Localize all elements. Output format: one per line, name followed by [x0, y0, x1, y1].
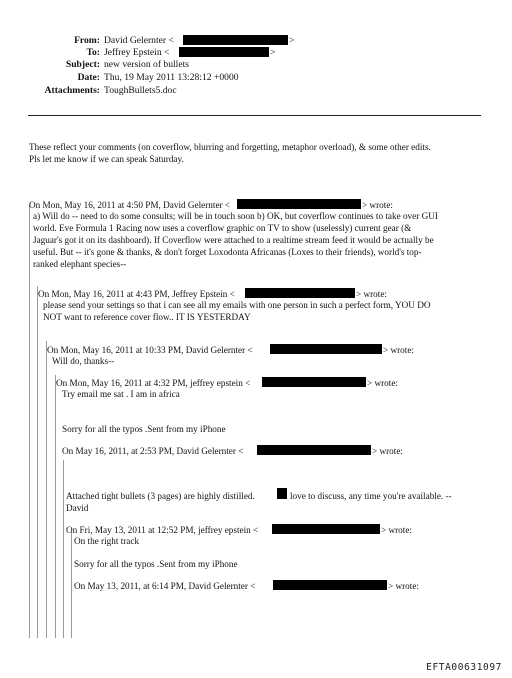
subject-row: [0, 59, 400, 71]
signature-line: Sorry for all the typos .Sent from my iPhone: [62, 424, 226, 434]
quote-line: world. Eve Formula 1 Racing now uses a coverflow graphic on TV to show (uselessly) current gear (&: [33, 223, 412, 233]
quote-header: On Mon, May 16, 2011 at 4:43 PM, Jeffrey Epstein <: [38, 289, 235, 299]
quote-header: On Fri, May 13, 2011 at 12:52 PM, jeffrey epstein <: [66, 525, 259, 535]
quote-line: useful. But -- it's gone & thanks, & don't forget Loxodonta Africanas (Loxes to their friends), world's top-: [33, 247, 422, 257]
subject-label: Subject:: [65, 59, 100, 70]
quote-header-suffix: > wrote:: [372, 446, 403, 456]
redaction-box: [272, 524, 380, 534]
redaction-box: [257, 445, 371, 455]
quote-header-suffix: > wrote:: [356, 289, 387, 299]
redaction-box: [270, 344, 382, 354]
document-id: EFTA00631097: [426, 662, 502, 673]
subject-value: new version of bullets: [104, 59, 189, 70]
to-value: Jeffrey Epstein <: [104, 47, 170, 58]
quote-line: a) Will do -- need to do some consults; will be in touch soon b) OK, but coverflow continues to take over GUI: [33, 211, 438, 221]
quote-bar-level-4: [55, 375, 56, 638]
redaction-box: [277, 488, 287, 499]
quote-bar-level-2: [37, 286, 38, 638]
quote-line: Try email me sat . I am in africa: [62, 389, 180, 399]
redaction-box: [262, 377, 366, 387]
quote-header-suffix: > wrote:: [362, 200, 393, 210]
quote-header: On May 13, 2011, at 6:14 PM, David Gelernter <: [74, 581, 256, 591]
to-label: To:: [86, 47, 100, 58]
quote-bar-level-5: [63, 460, 64, 638]
quote-line: Attached tight bullets (3 pages) are highly distilled.: [66, 491, 255, 501]
quote-header-suffix: > wrote:: [367, 378, 398, 388]
quote-line: NOT want to reference cover flow.. IT IS YESTERDAY: [43, 312, 251, 322]
quote-line: Will do, thanks--: [52, 356, 115, 366]
from-value: David Gelernter <: [104, 35, 174, 46]
date-value: Thu, 19 May 2011 13:28:12 +0000: [104, 72, 239, 83]
date-label: Date:: [77, 72, 100, 83]
attachments-label: Attachments:: [44, 85, 100, 96]
body-line-1: These reflect your comments (on coverflow, blurring and forgetting, metaphor overload), & some other edits.: [29, 142, 431, 152]
redaction-box: [245, 288, 355, 298]
redaction-box: [179, 47, 269, 57]
attachments-row: [0, 85, 400, 97]
quote-header-suffix: > wrote:: [383, 345, 414, 355]
signature-line: Sorry for all the typos .Sent from my iPhone: [74, 559, 238, 569]
quote-header: On Mon, May 16, 2011 at 4:32 PM, jeffrey epstein <: [56, 378, 251, 388]
from-label: From:: [74, 35, 100, 46]
header-divider: [28, 115, 481, 116]
quote-header-suffix: > wrote:: [381, 525, 412, 535]
quote-line: Jaguar's got it on its dashboard). If Coverflow were attached to a realtime stream feed it would be actually be: [33, 235, 434, 245]
close-bracket: >: [289, 35, 295, 46]
redaction-box: [237, 199, 361, 209]
quote-header-suffix: > wrote:: [388, 581, 419, 591]
quote-line: On the right track: [74, 536, 140, 546]
quote-bar-level-6: [71, 532, 72, 638]
redaction-box: [183, 35, 288, 45]
quote-line: ranked elephant species--: [33, 259, 127, 269]
quote-bar-level-3: [46, 341, 47, 638]
body-line-2: Pls let me know if we can speak Saturday.: [29, 154, 184, 164]
quote-line: please send your settings so that i can see all my emails with one person in such a perfect form, YOU DO: [43, 300, 431, 310]
quote-header: On Mon, May 16, 2011 at 4:50 PM, David Gelernter <: [29, 200, 231, 210]
quote-header: On Mon, May 16, 2011 at 10:33 PM, David Gelernter <: [47, 345, 253, 355]
date-row: [0, 72, 400, 84]
quote-bar-level-1: [29, 205, 30, 638]
signature-name: David: [66, 503, 89, 513]
quote-line: love to discuss, any time you're available. --: [290, 491, 452, 501]
redaction-box: [273, 580, 387, 590]
quote-header: On May 16, 2011, at 2:53 PM, David Gelernter <: [62, 446, 244, 456]
close-bracket: >: [270, 47, 276, 58]
attachments-value[interactable]: ToughBullets5.doc: [104, 85, 177, 96]
